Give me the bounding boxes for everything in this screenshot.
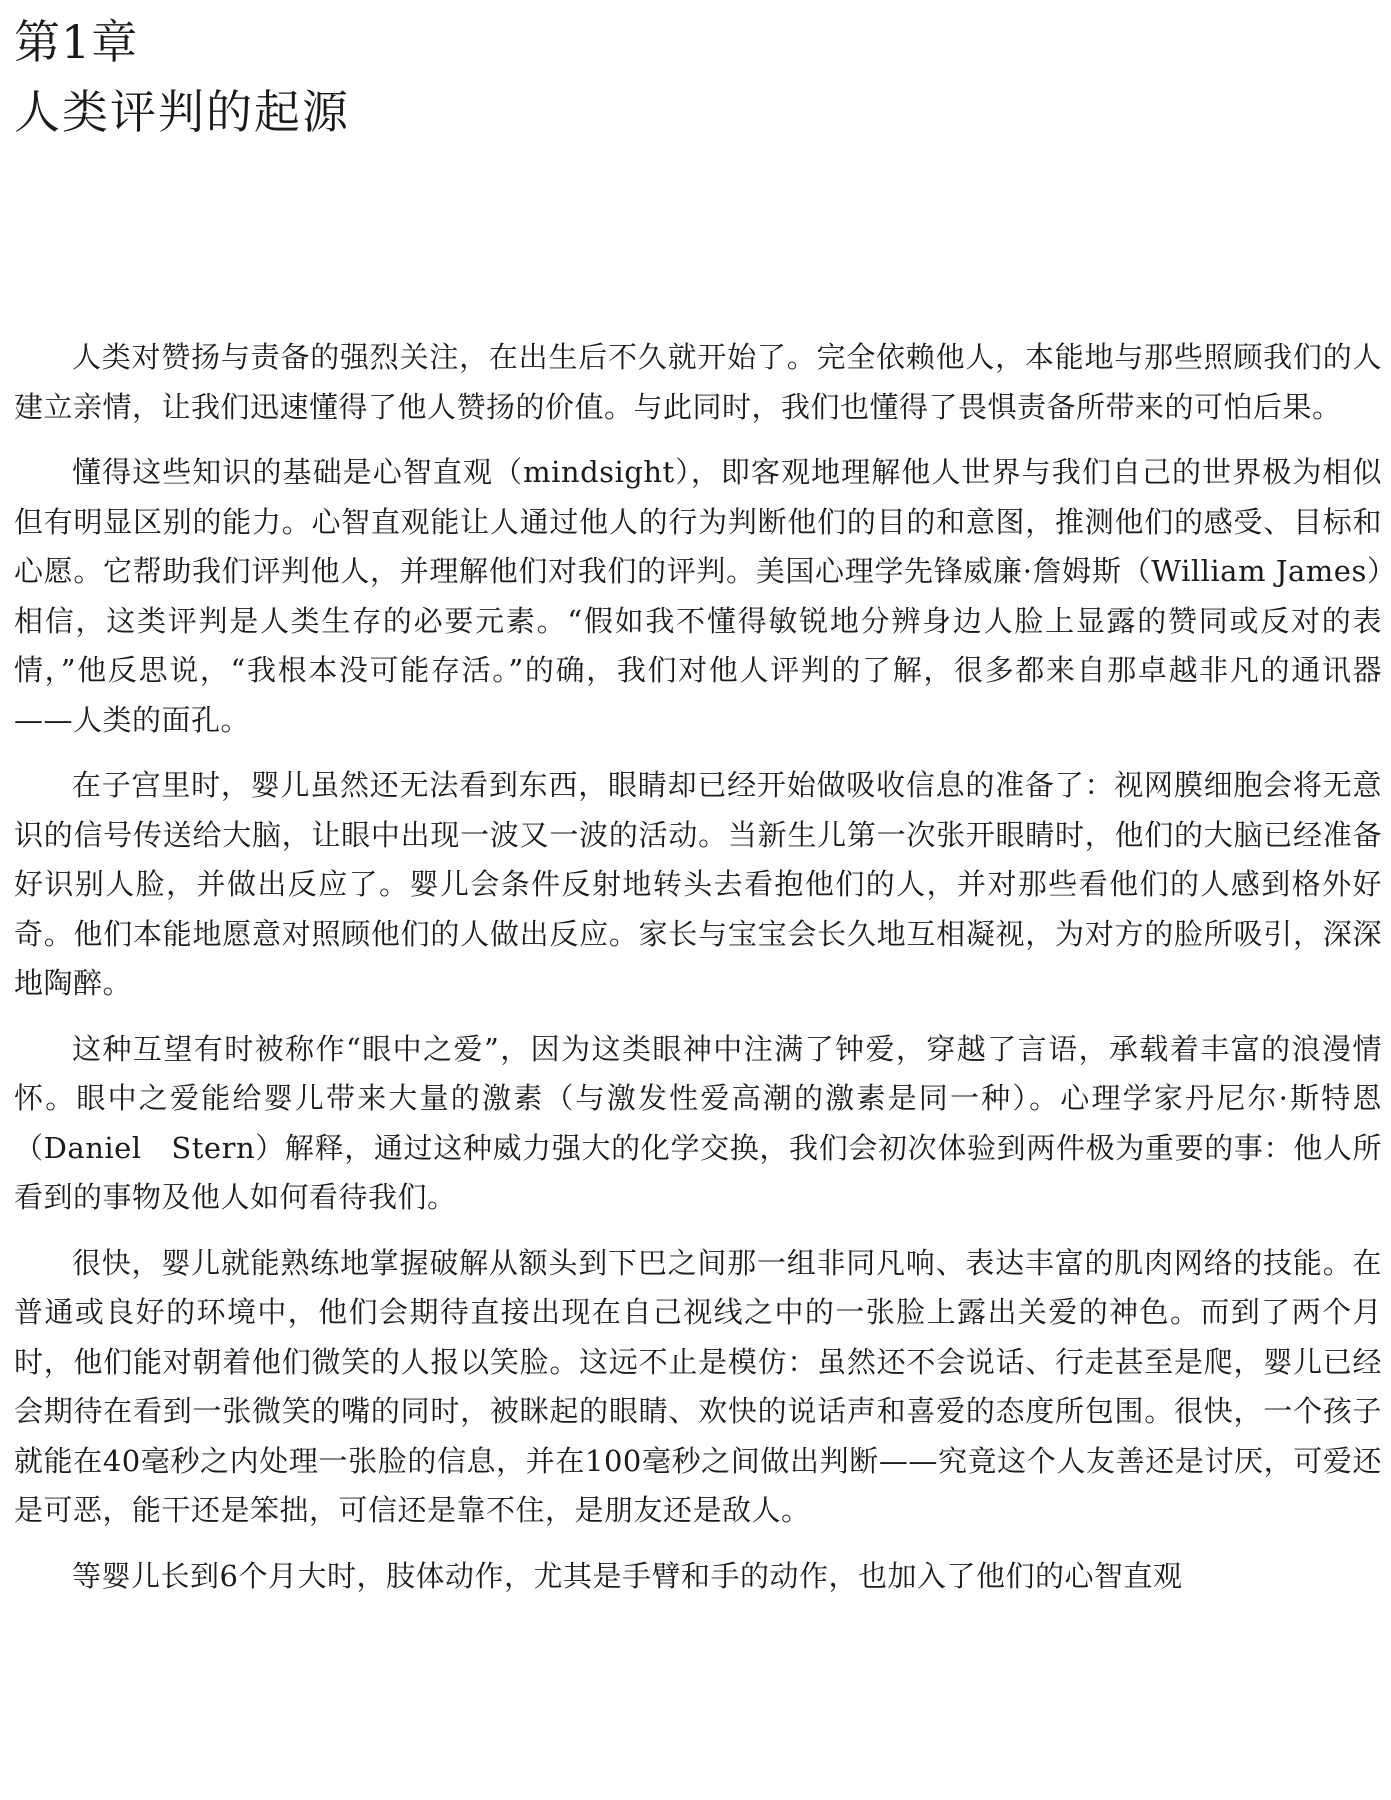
paragraph: 在子宫里时，婴儿虽然还无法看到东西，眼睛却已经开始做吸收信息的准备了：视网膜细胞会将无意识的信号传送给大脑，让眼中出现一波又一波的活动。当新生儿第一次张开眼睛时，他们的大脑已经准备好识别人脸，并做出反应了。婴儿会条件反射地转头去看抱他们的人，并对那些看他们的人感到格外好奇。他们本能地愿意对照顾他们的人做出反应。家长与宝宝会长久地互相凝视，为对方的脸所吸引，深深地陶醉。 xyxy=(14,768,1382,1000)
chapter-title: 人类评判的起源 xyxy=(14,85,350,139)
paragraph: 懂得这些知识的基础是心智直观（mindsight），即客观地理解他人世界与我们自己的世界极为相似但有明显区别的能力。心智直观能让人通过他人的行为判断他们的目的和意图，推测他们的感受、目标和心愿。它帮助我们评判他人，并理解他们对我们的评判。美国心理学先锋威廉·詹姆斯（William James）相信，这类评判是人类生存的必要元素。“假如我不懂得敏锐地分辨身边人脸上显露的赞同或反对的表情，”他反思说，“我根本没可能存活。”的确，我们对他人评判的了解，很多都来自那卓越非凡的通讯器——人类的面孔。 xyxy=(14,455,1382,737)
paragraph: 这种互望有时被称作“眼中之爱”，因为这类眼神中注满了钟爱，穿越了言语，承载着丰富的浪漫情怀。眼中之爱能给婴儿带来大量的激素（与激发性爱高潮的激素是同一种）。心理学家丹尼尔·斯特恩（Daniel Stern）解释，通过这种威力强大的化学交换，我们会初次体验到两件极为重要的事：他人所看到的事物及他人如何看待我们。 xyxy=(14,1031,1382,1214)
body-text xyxy=(14,333,1382,1617)
paragraph: 等婴儿长到6个月大时，肢体动作，尤其是手臂和手的动作，也加入了他们的心智直观 xyxy=(72,1558,1183,1593)
paragraph: 很快，婴儿就能熟练地掌握破解从额头到下巴之间那一组非同凡响、表达丰富的肌肉网络的技能。在普通或良好的环境中，他们会期待直接出现在自己视线之中的一张脸上露出关爱的神色。而到了两个月时，他们能对朝着他们微笑的人报以笑脸。这远不止是模仿：虽然还不会说话、行走甚至是爬，婴儿已经会期待在看到一张微笑的嘴的同时，被眯起的眼睛、欢快的说话声和喜爱的态度所包围。很快，一个孩子就能在40毫秒之内处理一张脸的信息，并在100毫秒之间做出判断——究竟这个人友善还是讨厌，可爱还是可恶，能干还是笨拙，可信还是靠不住，是朋友还是敌人。 xyxy=(14,1245,1382,1527)
paragraph: 人类对赞扬与责备的强烈关注，在出生后不久就开始了。完全依赖他人，本能地与那些照顾我们的人建立亲情，让我们迅速懂得了他人赞扬的价值。与此同时，我们也懂得了畏惧责备所带来的可怕后果。 xyxy=(14,340,1382,424)
chapter-number: 第1章 xyxy=(14,15,139,69)
chapter-heading xyxy=(14,14,350,140)
